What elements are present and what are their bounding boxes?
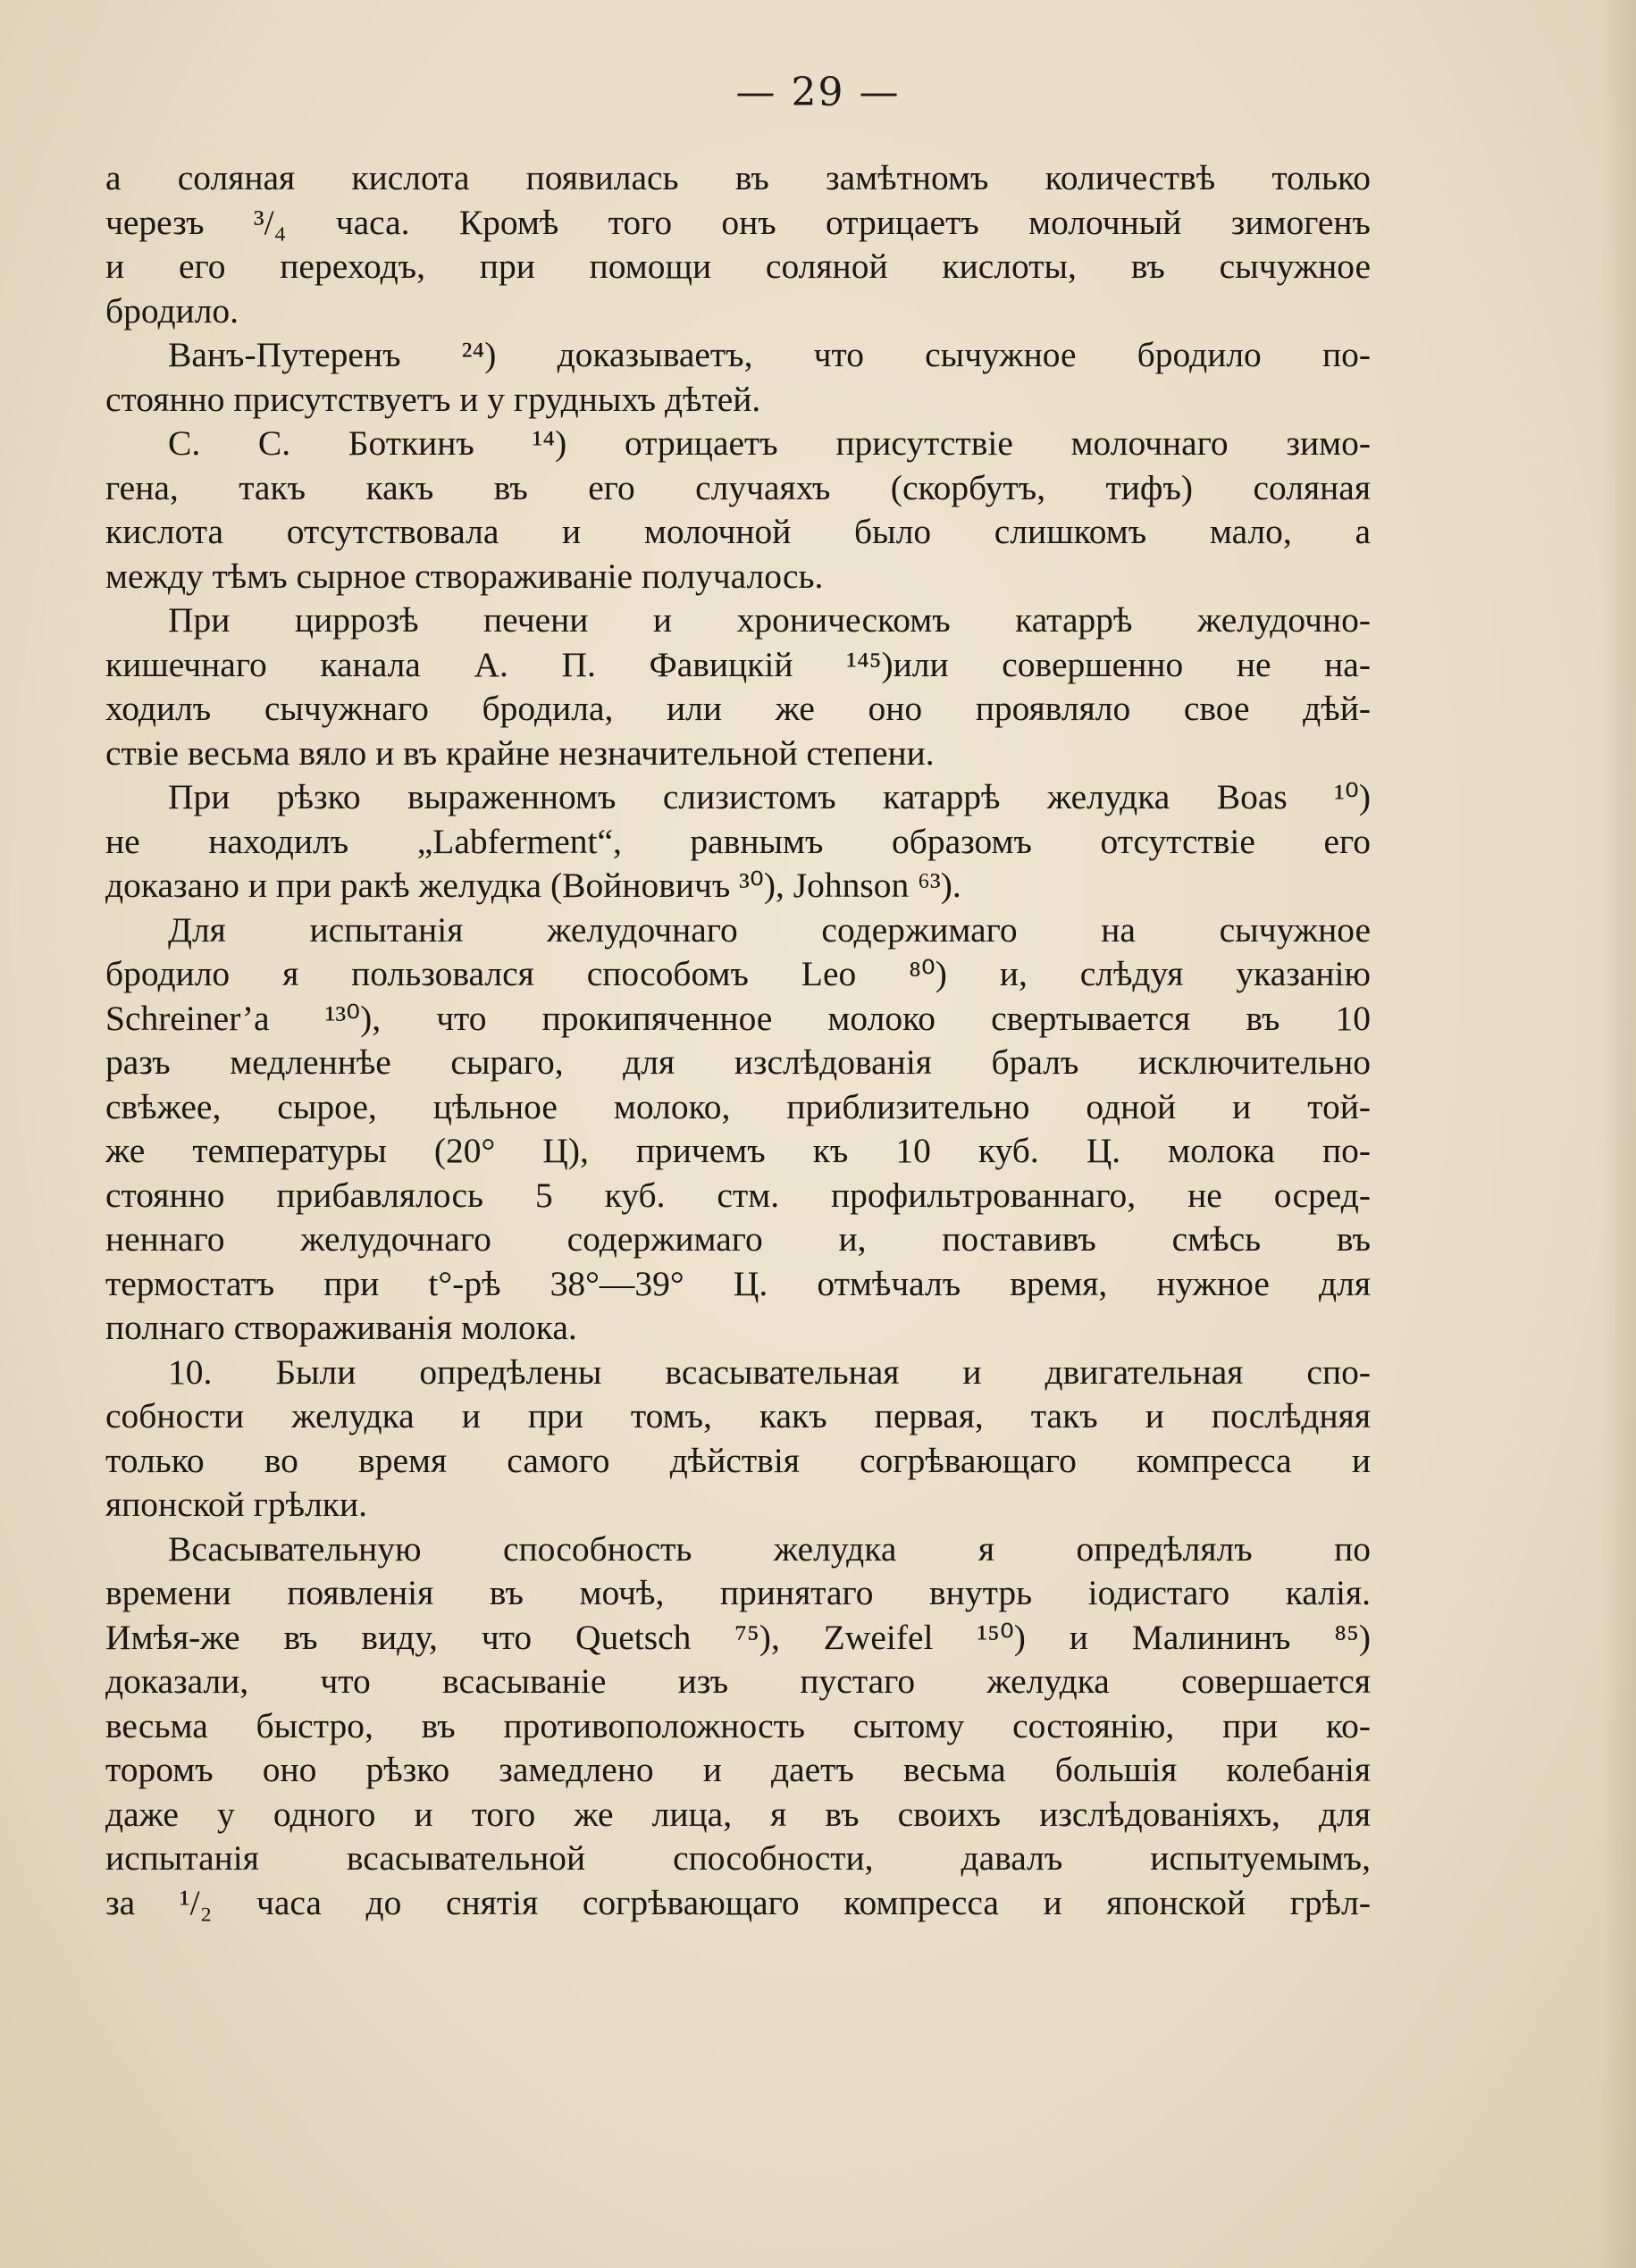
text-line: разъ медленнѣе сыраго, для изслѣдованія бралъ исключительно bbox=[105, 1042, 1371, 1082]
text-line: полнаго створаживанія молока. bbox=[105, 1308, 577, 1347]
text-line: времени появленія въ мочѣ, принятаго внутрь іодистаго калія. bbox=[105, 1573, 1371, 1612]
text-line: С. С. Боткинъ ¹⁴) отрицаетъ присутствіе молочнаго зимо- bbox=[168, 423, 1371, 463]
text-line: же температуры (20° Ц), причемъ къ 10 куб. Ц. молока по- bbox=[105, 1131, 1371, 1170]
text-line: стоянно присутствуетъ и у грудныхъ дѣтей. bbox=[105, 379, 761, 419]
text-line: 10. Были опредѣлены всасывательная и двигательная спо- bbox=[168, 1352, 1371, 1392]
text-line: торомъ оно рѣзко замедлено и даетъ весьма большія колебанія bbox=[105, 1750, 1371, 1789]
text-line: гена, такъ какъ въ его случаяхъ (скорбутъ, тифъ) соляная bbox=[105, 467, 1371, 507]
text-line: кислота отсутствовала и молочной было слишкомъ мало, а bbox=[105, 512, 1371, 551]
text-line: даже у одного и того же лица, я въ своихъ изслѣдованіяхъ, для bbox=[105, 1794, 1371, 1834]
text-line: за ¹/₂ часа до снятія согрѣвающаго компресса и японской грѣл- bbox=[105, 1882, 1371, 1922]
text-line: не находилъ „Labferment“, равнымъ образомъ отсутствіе его bbox=[105, 821, 1371, 861]
text-line: ствіе весьма вяло и въ крайне незначительной степени. bbox=[105, 732, 935, 773]
text-line: стоянно прибавлялось 5 куб. стм. профильтрованнаго, не осред- bbox=[105, 1175, 1371, 1215]
text-line: весьма быстро, въ противоположность сытому состоянію, при ко- bbox=[105, 1705, 1371, 1745]
text-line: термостатъ при t°-рѣ 38°—39° Ц. отмѣчалъ время, нужное для bbox=[105, 1263, 1371, 1303]
text-line: кишечнаго канала А. П. Фавицкій ¹⁴⁵)или совершенно не на- bbox=[105, 644, 1371, 684]
text-line: испытанія всасывательной способности, давалъ испытуемымъ, bbox=[105, 1838, 1371, 1878]
text-line: Имѣя-же въ виду, что Quetsch ⁷⁵), Zweifel ¹⁵⁰) и Малининъ ⁸⁵) bbox=[105, 1617, 1371, 1657]
text-line: а соляная кислота появилась въ замѣтномъ количествѣ только bbox=[105, 158, 1371, 197]
text-line: Ванъ-Путеренъ ²⁴) доказываетъ, что сычужное бродило по- bbox=[168, 335, 1371, 374]
text-line: доказали, что всасываніе изъ пустаго желудка совершается bbox=[105, 1661, 1371, 1701]
text-line: Для испытанія желудочнаго содержимаго на сычужное bbox=[168, 909, 1371, 950]
text-line: ходилъ сычужнаго бродила, или же оно проявляло свое дѣй- bbox=[105, 689, 1371, 728]
text-line: неннаго желудочнаго содержимаго и, поставивъ смѣсь въ bbox=[105, 1219, 1371, 1259]
text-line: между тѣмъ сырное створаживаніе получалось. bbox=[105, 556, 824, 596]
text-line: только во время самого дѣйствія согрѣвающаго компресса и bbox=[105, 1440, 1371, 1480]
page-edge-shadow bbox=[1600, 0, 1636, 2268]
text-line: Schreiner’a ¹³⁰), что прокипяченное молоко свертывается въ 10 bbox=[105, 998, 1371, 1038]
text-line: доказано и при ракѣ желудка (Войновичъ ³⁰), Johnson ⁶³). bbox=[105, 866, 961, 905]
text-line: При циррозѣ печени и хроническомъ катаррѣ желудочно- bbox=[168, 600, 1371, 640]
text-line: бродило. bbox=[105, 290, 239, 331]
body-text bbox=[105, 156, 1371, 1925]
text-line: Всасывательную способность желудка я опредѣлялъ по bbox=[168, 1528, 1371, 1569]
text-line: При рѣзко выраженномъ слизистомъ катаррѣ желудка Boas ¹⁰) bbox=[168, 777, 1371, 816]
text-line: собности желудка и при томъ, какъ первая, такъ и послѣдняя bbox=[105, 1396, 1371, 1435]
text-line: свѣжее, сырое, цѣльное молоко, приблизительно одной и той- bbox=[105, 1086, 1371, 1126]
text-line: черезъ ³/₄ часа. Кромѣ того онъ отрицаетъ молочный зимогенъ bbox=[105, 202, 1371, 242]
text-line: и его переходъ, при помощи соляной кислоты, въ сычужное bbox=[105, 247, 1371, 286]
text-line: бродило я пользовался способомъ Leo ⁸⁰) и, слѣдуя указанію bbox=[105, 954, 1371, 993]
page-number: — 29 — bbox=[735, 70, 901, 115]
text-line: японской грѣлки. bbox=[105, 1485, 367, 1524]
